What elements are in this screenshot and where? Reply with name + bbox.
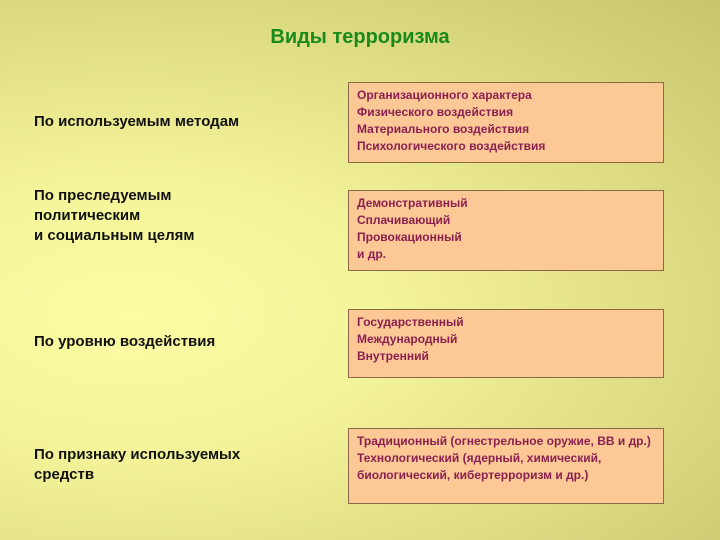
type-item: Традиционный (огнестрельное оружие, ВВ и др.) — [357, 434, 651, 448]
types-box-level — [348, 309, 664, 378]
type-item: Демонстративный — [357, 196, 468, 210]
type-item: Сплачивающий — [357, 213, 451, 227]
category-label-level: По уровню воздействия — [34, 333, 216, 350]
type-item: Организационного характера — [357, 88, 532, 102]
type-item: Психологического воздействия — [357, 139, 546, 153]
slide-title: Виды терроризма — [270, 26, 450, 48]
types-box-goals — [348, 190, 664, 271]
type-item: Государственный — [357, 315, 464, 329]
type-item: Провокационный — [357, 230, 462, 244]
type-item: Международный — [357, 332, 458, 346]
category-label-goals: По преследуемым политическим и социальным целям — [34, 187, 195, 244]
type-item: Физического воздействия — [357, 105, 514, 119]
types-box-means — [348, 428, 664, 504]
type-item: Материального воздействия — [357, 122, 530, 136]
types-box-methods — [348, 82, 664, 163]
type-item: Внутренний — [357, 349, 429, 363]
category-label-means: По признаку используемых средств — [34, 446, 241, 483]
type-item: и др. — [357, 247, 386, 261]
category-label-methods: По используемым методам — [34, 113, 240, 130]
type-item: Технологический (ядерный, химический, биологический, кибертерроризм и др.) — [357, 451, 602, 482]
